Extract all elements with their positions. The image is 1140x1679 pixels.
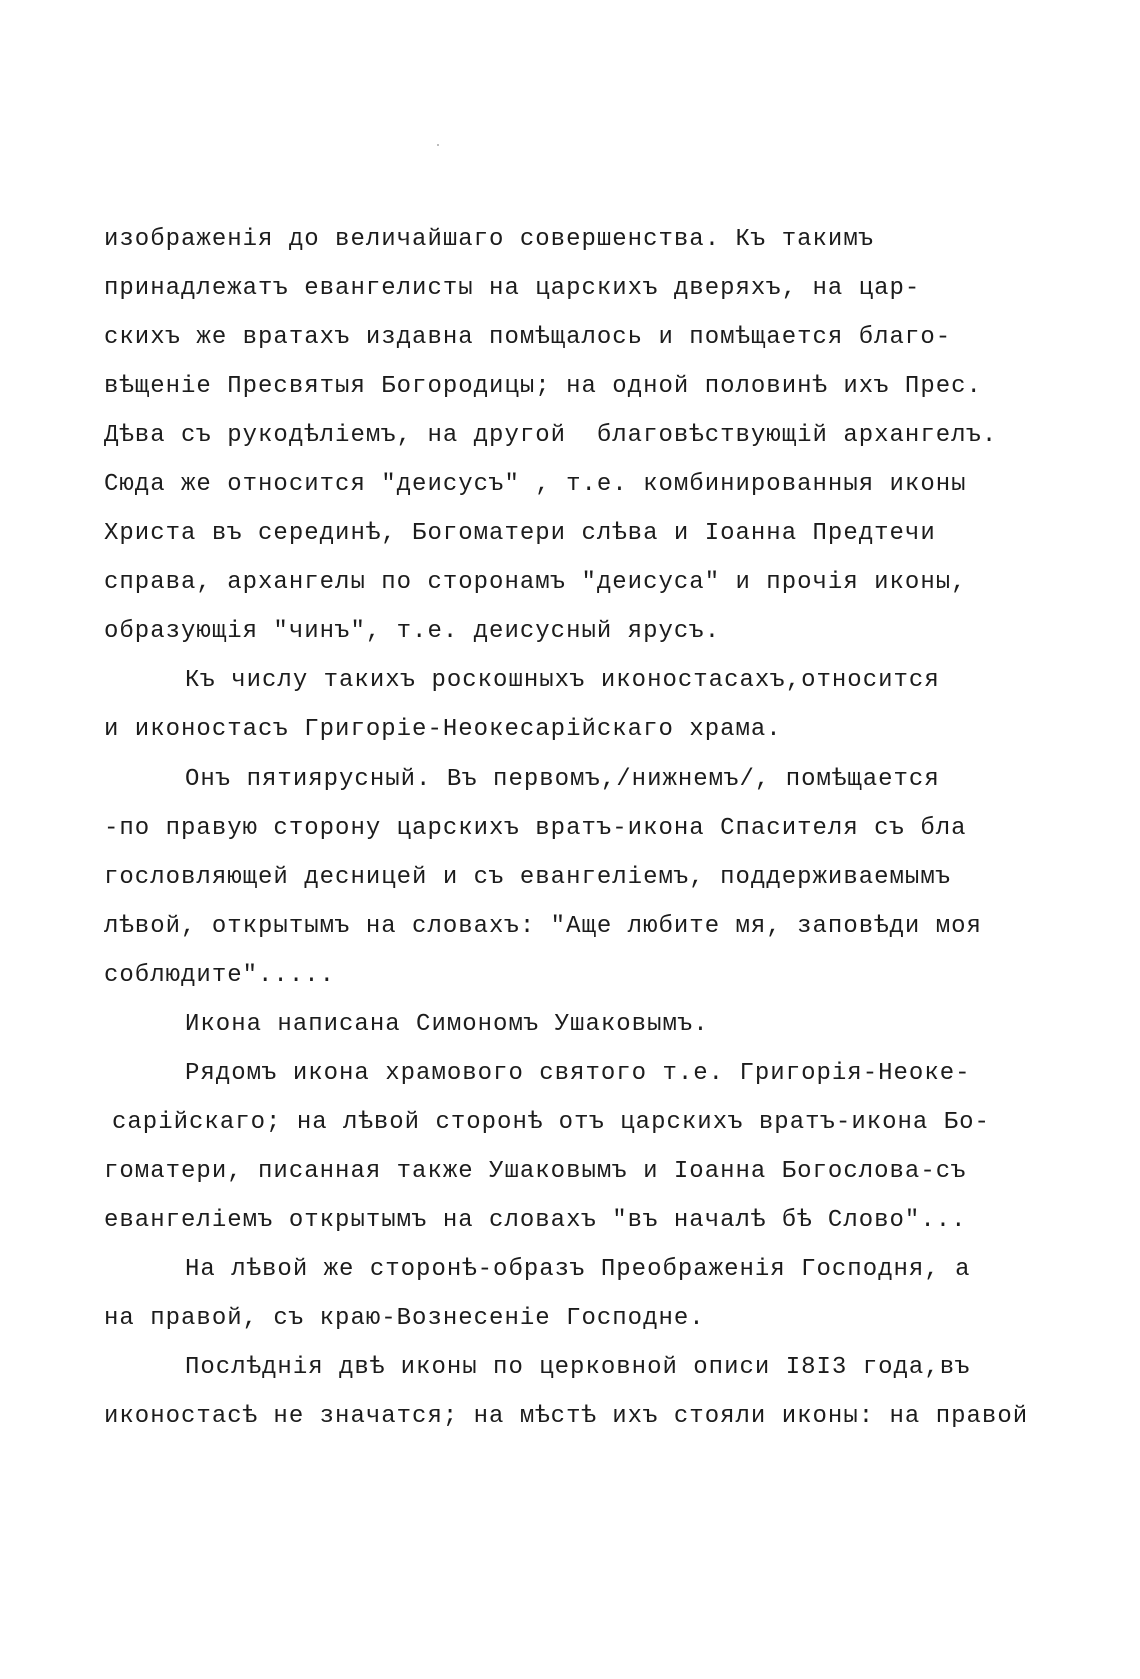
text-line: гоматери, писанная также Ушаковымъ и Іоанна Богослова-съ <box>104 1158 967 1185</box>
text-line: гословляющей десницей и съ евангеліемъ, поддерживаемымъ <box>104 864 952 891</box>
text-line: иконостасѣ не значатся; на мѣстѣ ихъ стояли иконы: на правой <box>104 1403 1029 1430</box>
text-line: Рядомъ икона храмового святого т.е. Григорія-Неоке- <box>185 1060 971 1087</box>
text-line: Икона написана Симономъ Ушаковымъ. <box>185 1011 709 1038</box>
text-line: вѣщеніе Пресвятыя Богородицы; на одной половинѣ ихъ Прес. <box>104 373 982 400</box>
text-line: евангеліемъ открытымъ на словахъ "въ началѣ бѣ Слово"... <box>104 1207 967 1234</box>
text-line: Послѣднія двѣ иконы по церковной описи I8I3 года,въ <box>185 1354 971 1381</box>
text-line: принадлежатъ евангелисты на царскихъ дверяхъ, на цар- <box>104 275 921 302</box>
text-line: -по правую сторону царскихъ вратъ-икона Спасителя съ бла <box>104 815 967 842</box>
text-line: сарійскаго; на лѣвой сторонѣ отъ царскихъ вратъ-икона Бо- <box>112 1109 990 1136</box>
text-line: справа, архангелы по сторонамъ "деисуса" и прочія иконы, <box>104 569 967 596</box>
text-line: и иконостасъ Григоріе-Неокесарійскаго храма. <box>104 716 782 743</box>
text-line: на правой, съ краю-Вознесеніе Господне. <box>104 1305 705 1332</box>
text-line: образующія "чинъ", т.е. деисусный ярусъ. <box>104 618 721 645</box>
text-line: изображенія до величайшаго совершенства. Къ такимъ <box>104 226 875 253</box>
text-line: Сюда же относится "деисусъ" , т.е. комбинированныя иконы <box>104 471 967 498</box>
text-line: На лѣвой же сторонѣ-образъ Преображенія Господня, а <box>185 1256 971 1283</box>
text-line: Христа въ серединѣ, Богоматери слѣва и Іоанна Предтечи <box>104 520 936 547</box>
text-line: лѣвой, открытымъ на словахъ: "Аще любите мя, заповѣди моя <box>104 913 982 940</box>
scan-speck <box>437 144 439 146</box>
text-line: Онъ пятиярусный. Въ первомъ,/нижнемъ/, помѣщается <box>185 766 940 793</box>
text-line: Къ числу такихъ роскошныхъ иконостасахъ,относится <box>185 667 940 694</box>
text-line: Дѣва съ рукодѣліемъ, на другой благовѣствующій архангелъ. <box>104 422 998 449</box>
text-line: соблюдите"..... <box>104 962 336 989</box>
text-line: скихъ же вратахъ издавна помѣщалось и помѣщается благо- <box>104 324 952 351</box>
